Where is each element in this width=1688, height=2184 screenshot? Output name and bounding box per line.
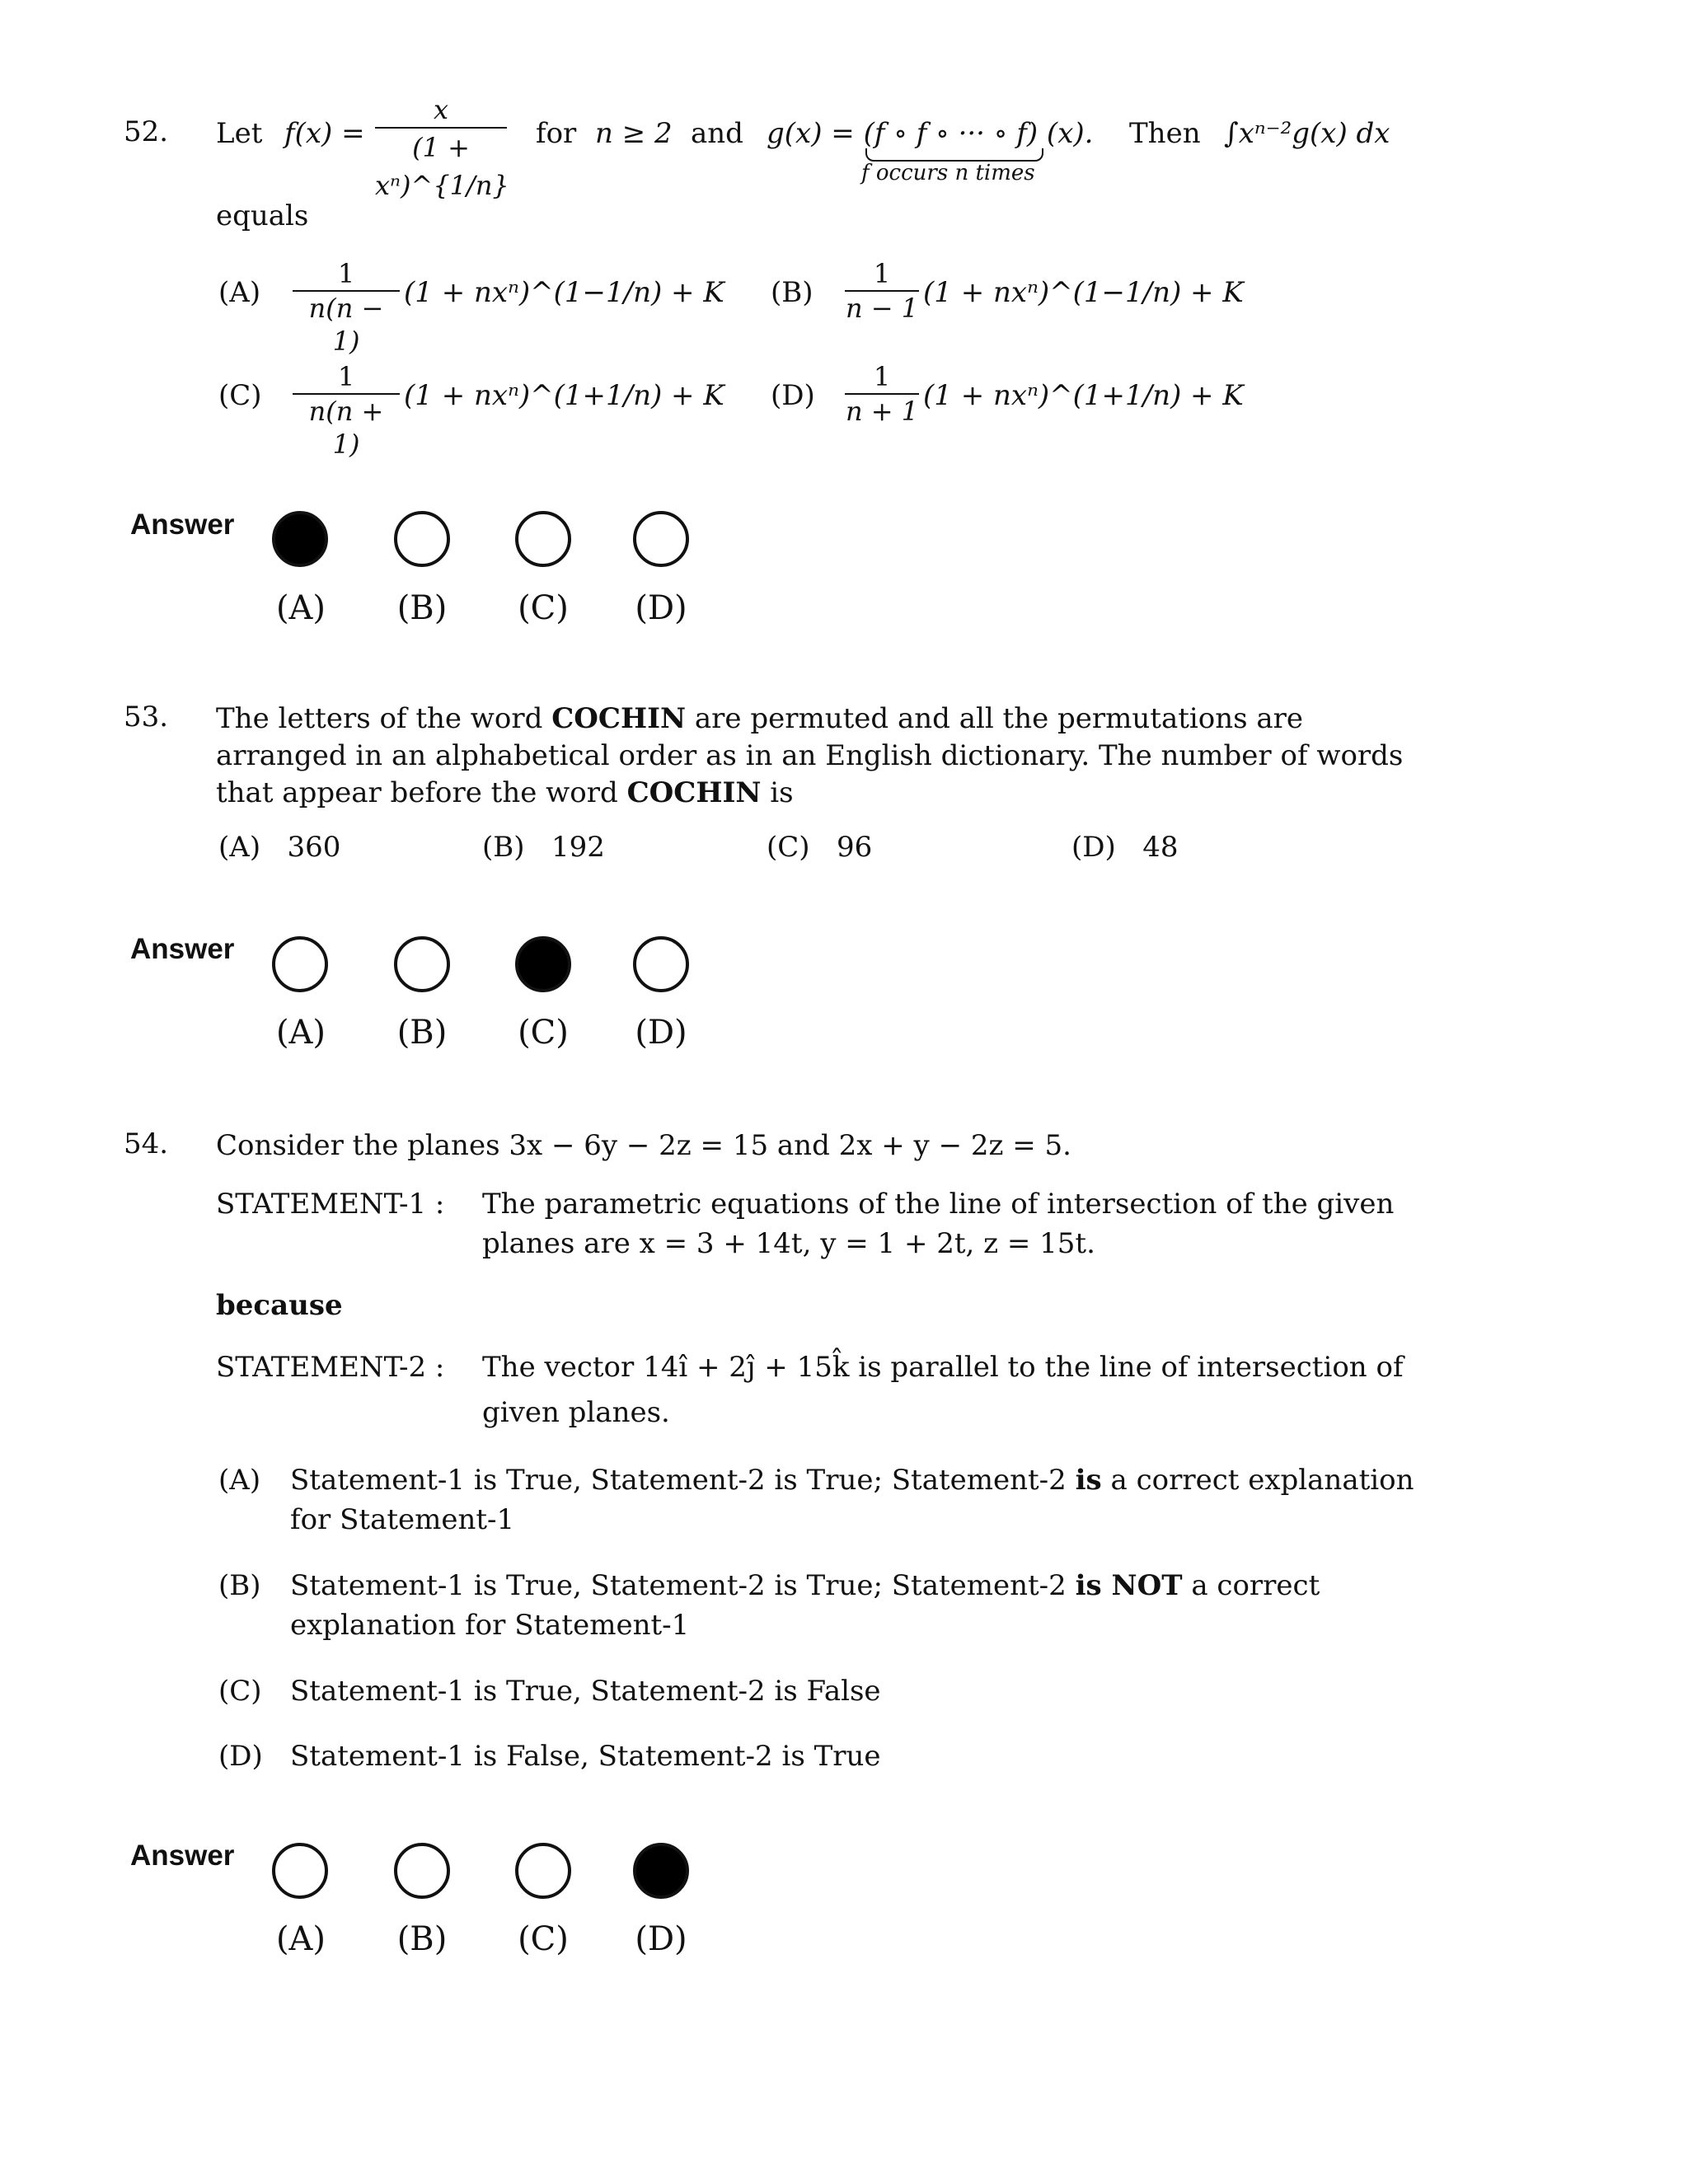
q52-option-c-num: 1 xyxy=(293,360,400,395)
q53-bubble-c[interactable] xyxy=(515,936,571,992)
q52-option-c-expr: (1 + nxⁿ)^(1+1/n) + K xyxy=(404,379,724,412)
q52-option-b-num: 1 xyxy=(845,257,919,292)
bubble-label-c: (C) xyxy=(518,1014,569,1052)
q53-option-b-label: (B) xyxy=(482,831,525,864)
q53-option-c xyxy=(767,831,872,864)
q52-option-d-den: n + 1 xyxy=(845,396,919,427)
q52-f-numerator: x xyxy=(375,92,507,129)
question-number: 54. xyxy=(124,1127,169,1160)
q52-equals: equals xyxy=(216,199,309,232)
q54-choice-d-label: (D) xyxy=(218,1740,263,1773)
q54-bubble-d[interactable] xyxy=(633,1843,689,1899)
q54-choice-c-text: Statement-1 is True, Statement-2 is False xyxy=(290,1675,881,1708)
bubble-label-a: (A) xyxy=(275,589,326,627)
q52-condition: n ≥ 2 xyxy=(595,117,673,150)
question-number: 52. xyxy=(124,115,169,148)
bubble-label-a: (A) xyxy=(275,1014,326,1052)
q52-option-a-den: n(n − 1) xyxy=(308,293,384,357)
q52-option-a-expr: (1 + nxⁿ)^(1−1/n) + K xyxy=(404,276,724,309)
q53-line-3 xyxy=(216,775,794,811)
q54-choice-b-text-2: a correct xyxy=(1191,1569,1320,1602)
q53-option-d-value: 48 xyxy=(1142,831,1179,864)
bubble-label-a: (A) xyxy=(275,1920,326,1958)
q52-underbrace xyxy=(865,148,1043,162)
q52-option-d-fraction xyxy=(845,360,919,428)
q53-option-a-label: (A) xyxy=(218,831,261,864)
q54-choice-c-label: (C) xyxy=(218,1675,262,1708)
q52-option-b-label: (B) xyxy=(771,276,814,309)
q54-bubble-b[interactable] xyxy=(394,1843,450,1899)
q52-and: and xyxy=(691,117,743,150)
q54-choice-a-label: (A) xyxy=(218,1464,261,1497)
q52-bubble-d[interactable] xyxy=(633,511,689,567)
q54-choice-b-label: (B) xyxy=(218,1569,261,1602)
q53-option-b xyxy=(482,831,605,864)
q53-option-b-value: 192 xyxy=(551,831,605,864)
q53-line-1 xyxy=(216,701,1403,737)
answer-label: Answer xyxy=(130,509,235,541)
q52-bubble-c[interactable] xyxy=(515,511,571,567)
q52-option-d-num: 1 xyxy=(845,360,919,395)
q52-option-c-label: (C) xyxy=(218,379,262,412)
q52-f-fraction xyxy=(375,92,507,204)
q54-statement-2-label: STATEMENT-2 : xyxy=(216,1351,445,1384)
q52-g-def: g(x) = (f ∘ f ∘ ··· ∘ f) (x). xyxy=(767,117,1094,150)
bubble-label-c: (C) xyxy=(518,589,569,627)
q52-let: Let xyxy=(216,117,263,150)
q52-bubble-a[interactable] xyxy=(272,511,328,567)
q52-brace-note: f occurs n times xyxy=(861,161,1035,185)
q54-choice-b-line-1 xyxy=(290,1566,1320,1605)
q52-option-c-den: n(n + 1) xyxy=(308,396,384,460)
answer-label: Answer xyxy=(130,1840,235,1872)
q54-choice-a-emph: is xyxy=(1075,1464,1102,1497)
q52-for: for xyxy=(536,117,577,150)
q52-option-b-expr: (1 + nxⁿ)^(1−1/n) + K xyxy=(923,276,1244,309)
q53-option-a xyxy=(218,831,340,864)
bubble-label-c: (C) xyxy=(518,1920,569,1958)
q54-choice-a-line-1 xyxy=(290,1460,1414,1500)
q52-option-a-label: (A) xyxy=(218,276,261,309)
q54-statement-2-line-1: The vector 14î + 2ĵ + 15k̂ is parallel to the line of intersection of xyxy=(482,1351,1404,1384)
bubble-label-d: (D) xyxy=(635,1014,687,1052)
q54-choice-b-line-2: explanation for Statement-1 xyxy=(290,1609,690,1642)
q54-choice-b-emph: is NOT xyxy=(1075,1569,1183,1602)
q52-option-d-expr: (1 + nxⁿ)^(1+1/n) + K xyxy=(923,379,1244,412)
q53-bubble-d[interactable] xyxy=(633,936,689,992)
q53-line3a: that appear before the word xyxy=(216,776,618,809)
q52-option-b-fraction xyxy=(845,257,919,325)
q53-bubble-b[interactable] xyxy=(394,936,450,992)
q53-option-a-value: 360 xyxy=(287,831,341,864)
q54-choice-d-text: Statement-1 is False, Statement-2 is True xyxy=(290,1740,881,1773)
q54-because: because xyxy=(216,1289,343,1322)
q52-f-denominator: (1 + xⁿ)^{1/n} xyxy=(375,132,509,201)
q52-f-def: f(x) = xyxy=(284,117,365,150)
q54-bubble-a[interactable] xyxy=(272,1843,328,1899)
bubble-label-d: (D) xyxy=(635,589,687,627)
bubble-label-b: (B) xyxy=(396,1014,448,1052)
q53-word: COCHIN xyxy=(551,702,687,735)
q54-statement-1-label: STATEMENT-1 : xyxy=(216,1188,445,1221)
q54-statement-1-line-2: planes are x = 3 + 14t, y = 1 + 2t, z = 15t. xyxy=(482,1227,1095,1260)
q52-then: Then xyxy=(1129,117,1201,150)
q54-statement-1-line-1: The parametric equations of the line of intersection of the given xyxy=(482,1188,1395,1221)
q54-statement-2-line-2: given planes. xyxy=(482,1396,670,1429)
q53-line1a: The letters of the word xyxy=(216,702,543,735)
bubble-label-b: (B) xyxy=(396,1920,448,1958)
q52-option-a-num: 1 xyxy=(293,257,400,292)
q54-choice-a-line-2: for Statement-1 xyxy=(290,1503,515,1536)
q53-option-d-label: (D) xyxy=(1071,831,1116,864)
question-number: 53. xyxy=(124,701,169,733)
q52-bubble-b[interactable] xyxy=(394,511,450,567)
q54-choice-b-text-1: Statement-1 is True, Statement-2 is True; Statement-2 xyxy=(290,1569,1067,1602)
q53-word-2: COCHIN xyxy=(626,776,762,809)
q53-line1b: are permuted and all the permutations are xyxy=(694,702,1304,735)
q52-integral: ∫xⁿ⁻²g(x) dx xyxy=(1224,117,1390,150)
q52-option-d-label: (D) xyxy=(771,379,815,412)
q53-line3b: is xyxy=(770,776,794,809)
bubble-label-d: (D) xyxy=(635,1920,687,1958)
q52-option-b-den: n − 1 xyxy=(845,293,919,324)
q54-choice-a-text-1: Statement-1 is True, Statement-2 is True; Statement-2 xyxy=(290,1464,1067,1497)
q53-option-c-label: (C) xyxy=(767,831,810,864)
bubble-label-b: (B) xyxy=(396,589,448,627)
q53-bubble-a[interactable] xyxy=(272,936,328,992)
q52-option-c-fraction xyxy=(293,360,400,461)
q54-intro: Consider the planes 3x − 6y − 2z = 15 and 2x + y − 2z = 5. xyxy=(216,1129,1071,1162)
q54-bubble-c[interactable] xyxy=(515,1843,571,1899)
q54-choice-a-text-2: a correct explanation xyxy=(1110,1464,1414,1497)
q53-option-c-value: 96 xyxy=(836,831,873,864)
q53-option-d xyxy=(1071,831,1179,864)
answer-label: Answer xyxy=(130,933,235,965)
q52-option-a-fraction xyxy=(293,257,400,358)
q53-line-2: arranged in an alphabetical order as in an English dictionary. The number of words xyxy=(216,739,1404,772)
